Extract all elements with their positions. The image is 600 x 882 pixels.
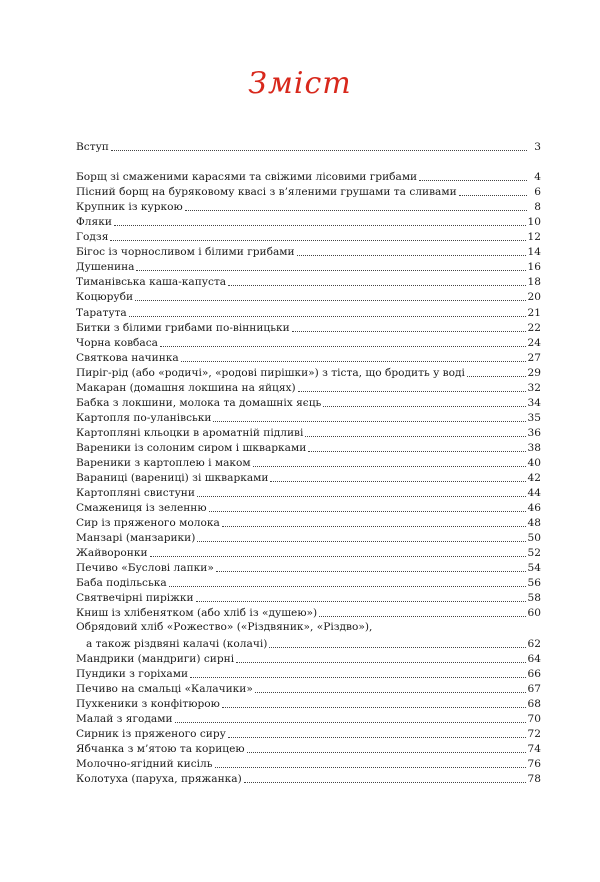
toc-entry[interactable] <box>76 380 541 395</box>
toc-entry-page: 78 <box>527 772 541 785</box>
toc-entry[interactable] <box>76 771 541 786</box>
toc-entry-title: Картопляні свистуни <box>76 487 195 500</box>
toc-entry[interactable] <box>76 515 541 530</box>
toc-entry-title-line1: Обрядовий хліб «Рожество» («Різдвяник», «Різдво»), <box>76 621 373 634</box>
toc-entry[interactable] <box>76 169 541 184</box>
toc-entry[interactable] <box>76 620 541 650</box>
toc-entry-page: 76 <box>527 757 541 770</box>
toc-entry-page: 60 <box>527 607 541 620</box>
toc-entry-page: 32 <box>527 381 541 394</box>
dot-leader <box>111 150 527 151</box>
table-of-contents <box>76 139 541 786</box>
dot-leader <box>222 707 526 708</box>
toc-entry[interactable] <box>76 666 541 681</box>
dot-leader <box>419 180 527 181</box>
toc-entry[interactable] <box>76 530 541 545</box>
toc-entry-title: Макаран (домашня локшина на яйцях) <box>76 381 296 394</box>
toc-entry-title: Тиманівська каша-капуста <box>76 276 227 289</box>
toc-entry-title: Борщ зі смаженими карасями та свіжими лісовими грибами <box>76 171 418 184</box>
toc-entry[interactable] <box>76 681 541 696</box>
dot-leader <box>228 737 526 738</box>
toc-entry-page: 46 <box>527 502 541 515</box>
dot-leader <box>209 511 526 512</box>
dot-leader <box>197 541 525 542</box>
toc-entry[interactable] <box>76 741 541 756</box>
toc-entry-page: 52 <box>527 547 541 560</box>
dot-leader <box>114 225 526 226</box>
toc-entry-page: 14 <box>527 246 541 259</box>
toc-entry-page: 74 <box>527 742 541 755</box>
toc-entry-title: Мандрики (мандриги) сирні <box>76 652 235 665</box>
dot-leader <box>136 270 525 271</box>
toc-entry[interactable] <box>76 605 541 620</box>
dot-leader <box>160 346 526 347</box>
toc-entry[interactable] <box>76 289 541 304</box>
dot-leader <box>308 451 525 452</box>
dot-leader <box>244 782 526 783</box>
toc-entry[interactable] <box>76 244 541 259</box>
toc-entry-page: 10 <box>527 216 541 229</box>
toc-entry-title: Вареники з картоплею і маком <box>76 456 251 469</box>
toc-entry[interactable] <box>76 304 541 319</box>
toc-entry[interactable] <box>76 139 541 154</box>
toc-entry[interactable] <box>76 711 541 726</box>
toc-entry-title: Чорна ковбаса <box>76 336 158 349</box>
dot-leader <box>298 391 526 392</box>
toc-entry-page: 64 <box>527 652 541 665</box>
dot-leader <box>323 406 525 407</box>
toc-entry-page: 48 <box>527 517 541 530</box>
dot-leader <box>213 421 525 422</box>
dot-leader <box>196 601 526 602</box>
dot-leader <box>467 376 526 377</box>
toc-entry-title: Манзарі (манзарики) <box>76 532 196 545</box>
dot-leader <box>297 255 526 256</box>
dot-leader <box>150 556 526 557</box>
toc-entry-page: 3 <box>534 141 541 154</box>
toc-entry[interactable] <box>76 425 541 440</box>
toc-entry-page: 66 <box>527 667 541 680</box>
dot-leader <box>228 285 525 286</box>
toc-entry-page: 8 <box>534 201 541 214</box>
toc-entry[interactable] <box>76 214 541 229</box>
toc-entry-page: 21 <box>527 306 541 319</box>
toc-entry-page: 40 <box>527 456 541 469</box>
toc-entry[interactable] <box>76 320 541 335</box>
toc-entry-title: Баба подільська <box>76 577 167 590</box>
toc-entry-title: Картопля по-уланівськи <box>76 411 212 424</box>
dot-leader <box>197 496 526 497</box>
toc-entry-page: 34 <box>527 396 541 409</box>
toc-entry[interactable] <box>76 560 541 575</box>
toc-entry[interactable] <box>76 410 541 425</box>
toc-entry-page: 56 <box>527 577 541 590</box>
toc-entry-title: Сир із пряженого молока <box>76 517 220 530</box>
toc-entry-title: Душенина <box>76 261 135 274</box>
toc-entry-page: 42 <box>527 472 541 485</box>
toc-entry[interactable] <box>76 545 541 560</box>
dot-leader <box>269 647 525 648</box>
toc-entry-page: 62 <box>527 637 541 650</box>
toc-entry-page: 18 <box>527 276 541 289</box>
toc-entry-title: Вареники із солоним сиром і шкварками <box>76 441 307 454</box>
toc-entry-title: Вараниці (варениці) зі шкварками <box>76 472 269 485</box>
toc-entry-page: 29 <box>527 366 541 379</box>
toc-entry[interactable] <box>76 184 541 199</box>
toc-entry-page: 68 <box>527 697 541 710</box>
dot-leader <box>319 616 525 617</box>
toc-entry-title: Бігос із чорносливом і білими грибами <box>76 246 295 259</box>
toc-entry-title: Пісний борщ на буряковому квасі з в’яленими грушами та сливами <box>76 186 457 199</box>
toc-entry[interactable] <box>76 726 541 741</box>
toc-entry-title-line2: а також різдвяні калачі (колачі) <box>86 637 268 650</box>
dot-leader <box>110 240 525 241</box>
toc-entry[interactable] <box>76 365 541 380</box>
dot-leader <box>459 195 527 196</box>
toc-entry[interactable] <box>76 485 541 500</box>
toc-entry[interactable] <box>76 590 541 605</box>
dot-leader <box>247 752 526 753</box>
toc-entry-title: Бабка з локшини, молока та домашніх яєць <box>76 396 322 409</box>
dot-leader <box>222 526 526 527</box>
toc-entry[interactable] <box>76 199 541 214</box>
toc-entry-title: Книш із хлібенятком (або хліб із «душею») <box>76 607 318 620</box>
toc-entry[interactable] <box>76 575 541 590</box>
toc-entry-page: 58 <box>527 592 541 605</box>
toc-entry[interactable] <box>76 470 541 485</box>
dot-leader <box>169 586 526 587</box>
toc-entry-title: Коцюруби <box>76 291 134 304</box>
dot-leader <box>292 331 526 332</box>
dot-leader <box>135 300 525 301</box>
page-title: Зміст <box>248 66 352 101</box>
toc-entry-title: Пухкеники з конфітюрою <box>76 697 220 710</box>
dot-leader <box>175 722 526 723</box>
toc-entry-title: Вступ <box>76 141 109 154</box>
toc-entry-title: Фляки <box>76 216 112 229</box>
toc-entry-title: Молочно-ягідний кисіль <box>76 757 213 770</box>
toc-entry-page: 35 <box>527 411 541 424</box>
toc-entry-page: 20 <box>527 291 541 304</box>
dot-leader <box>236 662 525 663</box>
toc-entry[interactable] <box>76 350 541 365</box>
toc-entry-title: Смажениця із зеленню <box>76 502 207 515</box>
toc-entry-title: Битки з білими грибами по-вінницьки <box>76 321 290 334</box>
dot-leader <box>253 466 526 467</box>
toc-entry-page: 36 <box>527 426 541 439</box>
toc-entry-title: Картопляні кльоцки в ароматній підливі <box>76 426 304 439</box>
toc-entry[interactable] <box>76 395 541 410</box>
toc-entry-page: 12 <box>527 231 541 244</box>
toc-entry-title: Таратута <box>76 306 127 319</box>
toc-entry[interactable] <box>76 335 541 350</box>
dot-leader <box>190 677 526 678</box>
toc-entry[interactable] <box>76 259 541 274</box>
toc-entry-title: Пундики з горіхами <box>76 667 188 680</box>
toc-entry-page: 67 <box>527 682 541 695</box>
toc-entry-page: 16 <box>527 261 541 274</box>
toc-entry[interactable] <box>76 651 541 666</box>
toc-entry-title: Пиріг-рід (або «родичі», «родові пирішки») з тіста, що бродить у воді <box>76 366 465 379</box>
toc-entry[interactable] <box>76 500 541 515</box>
toc-entry-page: 22 <box>527 321 541 334</box>
toc-entry-title: Колотуха (паруха, пряжанка) <box>76 772 242 785</box>
dot-leader <box>181 361 526 362</box>
toc-entry-title: Печиво на смальці «Калачики» <box>76 682 253 695</box>
dot-leader <box>185 210 527 211</box>
toc-entry[interactable] <box>76 455 541 470</box>
toc-entry-page: 72 <box>527 727 541 740</box>
toc-entry-title: Печиво «Буслові лапки» <box>76 562 214 575</box>
toc-entry[interactable] <box>76 229 541 244</box>
toc-entry-title: Жайворонки <box>76 547 148 560</box>
toc-entry-title: Сирник із пряженого сиру <box>76 727 226 740</box>
toc-entry-page: 44 <box>527 487 541 500</box>
dot-leader <box>270 481 525 482</box>
toc-entry[interactable] <box>76 696 541 711</box>
toc-entry-page: 54 <box>527 562 541 575</box>
toc-entry-title: Малай з ягодами <box>76 712 173 725</box>
toc-entry-page: 24 <box>527 336 541 349</box>
toc-entry-title: Ябчанка з м’ятою та корицею <box>76 742 245 755</box>
dot-leader <box>215 767 526 768</box>
toc-entry[interactable] <box>76 440 541 455</box>
toc-entry-page: 6 <box>534 186 541 199</box>
toc-entry-page: 38 <box>527 441 541 454</box>
toc-entry-title: Годзя <box>76 231 109 244</box>
dot-leader <box>129 316 526 317</box>
toc-entry[interactable] <box>76 274 541 289</box>
toc-entry-page: 70 <box>527 712 541 725</box>
dot-leader <box>305 436 525 437</box>
toc-entry-page: 50 <box>527 532 541 545</box>
dot-leader <box>216 571 526 572</box>
toc-entry[interactable] <box>76 756 541 771</box>
toc-entry-title: Святкова начинка <box>76 351 179 364</box>
toc-entry-title: Крупник із куркою <box>76 201 183 214</box>
toc-entry-title: Святвечірні пиріжки <box>76 592 194 605</box>
toc-entry-page: 4 <box>534 171 541 184</box>
toc-entry-page: 27 <box>527 351 541 364</box>
dot-leader <box>255 692 526 693</box>
